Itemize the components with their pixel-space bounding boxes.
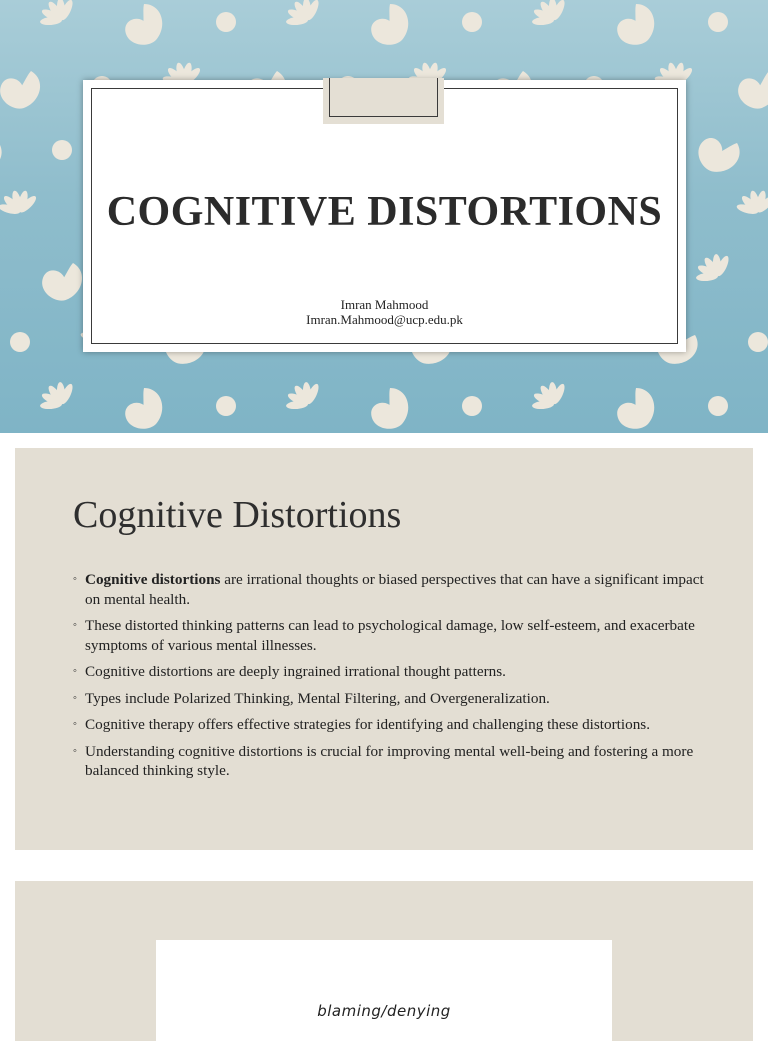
paisley-shape <box>125 4 162 45</box>
content-slide <box>15 448 753 850</box>
slide-title: COGNITIVE DISTORTIONS <box>106 189 663 235</box>
leaf-sprig-shape <box>278 0 327 35</box>
paisley-shape <box>371 4 408 45</box>
bullet-marker: ◦ <box>73 619 77 631</box>
paisley-shape <box>617 4 654 45</box>
bullet-text: Cognitive distortions are deeply ingrained irrational thought patterns. <box>85 663 506 680</box>
paisley-shape <box>692 127 746 179</box>
bullet-text: Cognitive therapy offers effective strategies for identifying and challenging these distortions. <box>85 716 651 733</box>
leaf-sprig-shape <box>32 0 81 35</box>
bullet-text: are irrational thoughts or biased perspectives that can have a significant impact on mental health. <box>85 571 704 608</box>
bullet-item <box>73 570 713 609</box>
card-tab-inner <box>329 78 438 117</box>
bullet-marker: ◦ <box>73 665 77 677</box>
paisley-shape <box>0 127 8 179</box>
bullet-list <box>73 570 713 788</box>
leaf-sprig-shape <box>278 374 327 419</box>
diagram-slide <box>15 881 753 1041</box>
bullet-text: Understanding cognitive distortions is crucial for improving mental well-being and fostering a more balanced thinking style. <box>85 742 694 779</box>
dot-shape <box>216 12 236 32</box>
dot-shape <box>708 12 728 32</box>
paisley-shape <box>36 254 88 308</box>
title-slide <box>0 0 768 433</box>
paisley-shape <box>371 388 408 429</box>
card-tab-decoration <box>323 78 444 124</box>
author-block <box>83 297 686 327</box>
dot-shape <box>708 396 728 416</box>
bullet-item <box>73 662 713 682</box>
dot-shape <box>216 396 236 416</box>
bullet-text: Types include Polarized Thinking, Mental Filtering, and Overgeneralization. <box>85 689 550 707</box>
paisley-shape <box>125 388 162 429</box>
bullet-marker: ◦ <box>73 718 77 730</box>
paisley-shape <box>732 62 768 116</box>
dot-shape <box>52 140 72 160</box>
bullet-item <box>73 689 713 709</box>
leaf-sprig-shape <box>524 0 573 35</box>
diagram-panel <box>156 940 612 1060</box>
title-card <box>83 80 686 352</box>
author-email: Imran.Mahmood@ucp.edu.pk <box>306 312 463 327</box>
leaf-sprig-shape <box>688 246 737 291</box>
bullet-item <box>73 616 713 655</box>
leaf-sprig-shape <box>0 185 41 220</box>
bullet-marker: ◦ <box>73 744 77 757</box>
slide-heading: Cognitive Distortions <box>73 494 402 536</box>
bullet-text: These distorted thinking patterns can lead to psychological damage, low self-esteem, and exacerbate symptoms of various mental illnesses. <box>85 617 695 654</box>
handwritten-label: blaming/denying <box>317 1002 451 1020</box>
dot-shape <box>462 396 482 416</box>
leaf-sprig-shape <box>732 185 768 220</box>
dot-shape <box>10 332 30 352</box>
dot-shape <box>462 12 482 32</box>
bullet-marker: ◦ <box>73 573 77 585</box>
leaf-sprig-shape <box>524 374 573 419</box>
dot-shape <box>748 332 768 352</box>
leaf-sprig-shape <box>32 374 81 419</box>
bullet-item <box>73 742 713 781</box>
author-name: Imran Mahmood <box>340 297 429 312</box>
paisley-shape <box>617 388 654 429</box>
bullet-bold-text: Cognitive distortions <box>85 571 221 588</box>
paisley-shape <box>0 62 47 116</box>
bullet-marker: ◦ <box>73 691 77 704</box>
bullet-item <box>73 715 713 735</box>
